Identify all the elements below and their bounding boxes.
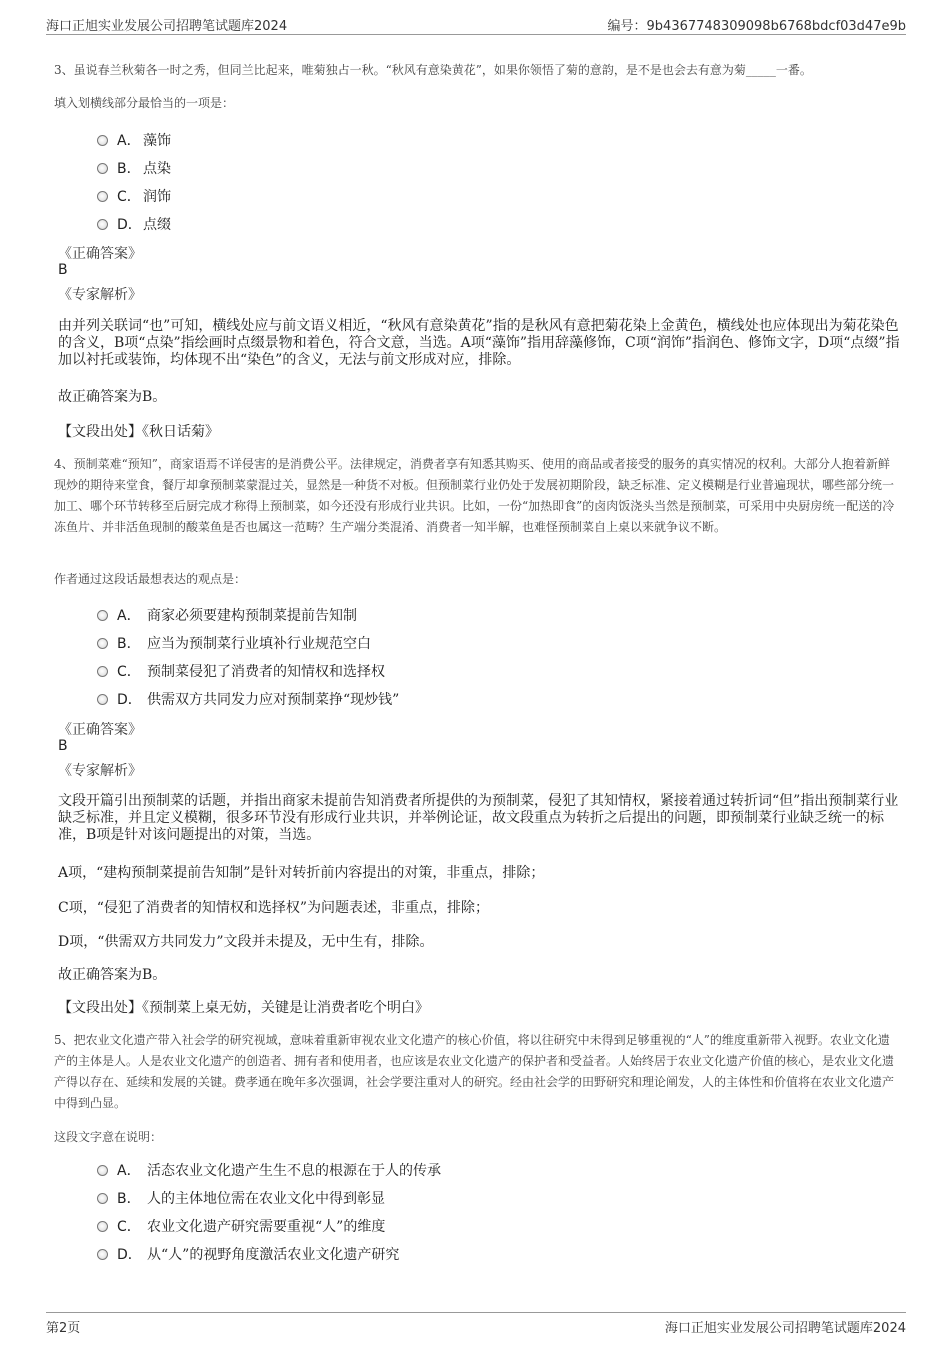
analysis-note-c: C项，“侵犯了消费者的知情权和选择权”为问题表述，非重点，排除； [58,900,490,916]
question-4-prompt: 作者通过这段话最想表达的观点是： [54,572,247,586]
page-number: 第2页 [46,1321,81,1336]
correct-answer: B [58,738,68,754]
page-header [46,12,906,35]
page-footer [46,1312,906,1335]
option-text: 活态农业文化遗产生生不息的根源在于人的传承 [147,1163,441,1179]
header-title: 海口正旭实业发展公司招聘笔试题库2024 [46,19,288,34]
option-letter: C． [117,1219,141,1235]
header-serial: 编号：9b4367748309098b6768bdcf03d47e9b [607,19,906,34]
radio-button[interactable] [97,1165,108,1176]
option-letter: D． [117,1247,142,1263]
conclusion: 故正确答案为B。 [58,967,167,983]
answer-tag: 《正确答案》 [58,722,142,738]
question-3-prompt: 填入划横线部分最恰当的一项是： [54,96,235,110]
source-citation: 【文段出处】《秋日话菊》 [58,424,219,440]
question-4-stem: 4、预制菜难“预知”，商家语焉不详侵害的是消费公平。法律规定，消费者享有知悉其购买、使用的商品或者接受的服务的真实情况的权利。大部分人抱着新鲜现炒的期待来堂食，餐厅却拿预制菜蒙混过关，显然是一种货不对板。但预制菜行业仍处于发展初期阶段，缺乏标准、定义模糊是行业普遍现状，哪些部分统一加工、哪个环节转移至后厨完成才称得上预制菜，如今还没有形成行业共识。比如，一份“加热即食”的卤肉饭浇头当然是预制菜，可采用中央厨房统一配送的冷冻鱼片、并非活鱼现制的酸菜鱼是否也属这一范畴？生产端分类混淆、消费者一知半解，也难怪预制菜自上桌以来就争议不断。 [54,457,895,534]
radio-button[interactable] [97,219,108,230]
option-text: 点缀 [143,217,171,233]
option-text: 藻饰 [143,133,171,149]
option-text: 商家必须要建构预制菜提前告知制 [147,608,357,624]
radio-button[interactable] [97,135,108,146]
radio-button[interactable] [97,1221,108,1232]
option-letter: B． [117,636,141,652]
option-text: 润饰 [143,189,171,205]
analysis-text: 由并列关联词“也”可知，横线处应与前文语义相近，“秋风有意染黄花”指的是秋风有意把菊花染上金黄色，横线处也应体现出为菊花染色的含义，B项“点染”指绘画时点缀景物和着色，符合文意，当选。A项“藻饰”指用辞藻修饰，C项“润饰”指润色、修饰文字，D项“点缀”指加以衬托或装饰，均体现不出“染色”的含义，无法与前文形成对应，排除。 [58,318,900,368]
question-5-stem: 5、把农业文化遗产带入社会学的研究视域，意味着重新审视农业文化遗产的核心价值，将以往研究中未得到足够重视的“人”的维度重新带入视野。农业文化遗产的主体是人。人是农业文化遗产的创造者、拥有者和使用者，也应该是农业文化遗产的保护者和受益者。人始终居于农业文化遗产价值的核心，是农业文化遗产得以存在、延续和发展的关键。费孝通在晚年多次强调，社会学要注重对人的研究。经由社会学的田野研究和理论阐发，人的主体性和价值将在农业文化遗产中得到凸显。 [54,1033,895,1110]
option-text: 预制菜侵犯了消费者的知情权和选择权 [147,664,385,680]
option-letter: A． [117,608,141,624]
analysis-note-a: A项，“建构预制菜提前告知制”是针对转折前内容提出的对策，非重点，排除； [58,865,545,881]
question-3-stem: 3、虽说春兰秋菊各一时之秀，但同兰比起来，唯菊独占一秋。“秋风有意染黄花”，如果你领悟了菊的意韵，是不是也会去有意为菊_____一番。 [54,63,812,77]
footer-title: 海口正旭实业发展公司招聘笔试题库2024 [664,1321,906,1336]
analysis-tag: 《专家解析》 [58,287,142,303]
question-5-prompt: 这段文字意在说明： [54,1130,163,1144]
option-text: 供需双方共同发力应对预制菜挣“现炒钱” [147,692,400,708]
option-letter: B． [117,1191,141,1207]
analysis-note-d: D项，“供需双方共同发力”文段并未提及，无中生有，排除。 [58,934,434,950]
option-letter: B． [117,161,141,177]
correct-answer: B [58,262,68,278]
radio-button[interactable] [97,1249,108,1260]
option-text: 从“人”的视野角度激活农业文化遗产研究 [147,1247,400,1263]
option-text: 应当为预制菜行业填补行业规范空白 [147,636,371,652]
option-letter: C． [117,189,141,205]
radio-button[interactable] [97,163,108,174]
option-text: 点染 [143,161,171,177]
analysis-tag: 《专家解析》 [58,763,142,779]
option-letter: A． [117,133,141,149]
analysis-text: 文段开篇引出预制菜的话题，并指出商家未提前告知消费者所提供的为预制菜，侵犯了其知情权，紧接着通过转折词“但”指出预制菜行业缺乏标准，并且定义模糊，很多环节没有形成行业共识，并举例论证，故文段重点为转折之后提出的问题，即预制菜行业缺乏统一的标准，B项是针对该问题提出的对策，当选。 [58,793,899,843]
option-text: 人的主体地位需在农业文化中得到彰显 [147,1191,385,1207]
option-letter: D． [117,217,142,233]
source-citation: 【文段出处】《预制菜上桌无妨，关键是让消费者吃个明白》 [58,1000,429,1016]
radio-button[interactable] [97,610,108,621]
option-letter: A． [117,1163,141,1179]
radio-button[interactable] [97,638,108,649]
option-letter: C． [117,664,141,680]
option-text: 农业文化遗产研究需要重视“人”的维度 [147,1219,386,1235]
conclusion: 故正确答案为B。 [58,389,167,405]
answer-tag: 《正确答案》 [58,246,142,262]
radio-button[interactable] [97,191,108,202]
option-letter: D． [117,692,142,708]
radio-button[interactable] [97,694,108,705]
radio-button[interactable] [97,666,108,677]
radio-button[interactable] [97,1193,108,1204]
